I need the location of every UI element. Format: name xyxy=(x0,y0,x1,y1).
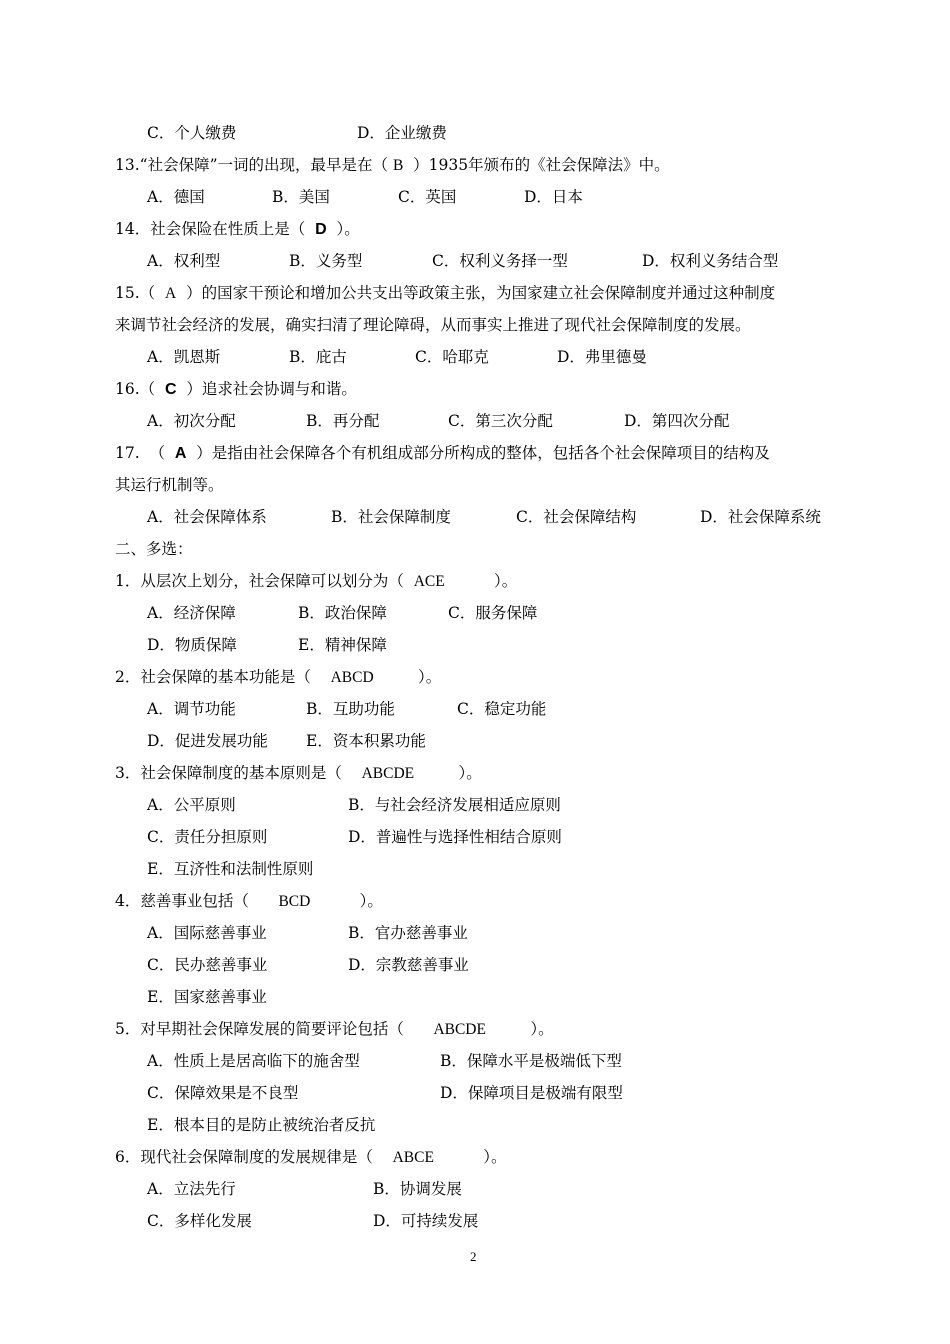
q14-option-b: B．义务型 xyxy=(289,252,363,270)
q16-option-b: B．再分配 xyxy=(306,412,380,430)
m5-option-b: B．保障水平是极端低下型 xyxy=(440,1052,622,1070)
q13-option-c: C．英国 xyxy=(398,188,457,206)
m5-option-e: E．根本目的是防止被统治者反抗 xyxy=(147,1116,376,1134)
m4-option-d: D．宗教慈善事业 xyxy=(348,956,469,974)
q13-option-d: D．日本 xyxy=(524,188,583,206)
answer: C xyxy=(165,381,177,398)
multi-question-3: 3．社会保障制度的基本原则是（ ABCDE ）。 xyxy=(115,764,482,782)
q13-option-b: B．美国 xyxy=(272,188,330,206)
m5-option-a: A．性质上是居高临下的施舍型 xyxy=(147,1052,360,1070)
m6-option-d: D．可持续发展 xyxy=(373,1212,479,1230)
q17-option-d: D．社会保障系统 xyxy=(700,508,821,526)
m2-option-b: B．互助功能 xyxy=(306,700,395,718)
m3-option-b: B．与社会经济发展相适应原则 xyxy=(348,796,561,814)
m1-option-e: E．精神保障 xyxy=(298,636,387,654)
m5-option-c: C．保障效果是不良型 xyxy=(147,1084,299,1102)
m1-option-d: D．物质保障 xyxy=(147,636,237,654)
answer: ABCD xyxy=(330,669,374,686)
m6-option-a: A．立法先行 xyxy=(147,1180,236,1198)
multi-question-6: 6．现代社会保障制度的发展规律是（ ABCE ）。 xyxy=(115,1148,507,1166)
answer: BCD xyxy=(278,893,311,910)
multi-question-2: 2．社会保障的基本功能是（ ABCD ）。 xyxy=(115,668,442,686)
multi-question-1: 1．从层次上划分，社会保障可以划分为（ ACE ）。 xyxy=(115,572,518,590)
answer: B xyxy=(392,157,404,174)
m3-option-c: C．责任分担原则 xyxy=(147,828,268,846)
m2-option-c: C．稳定功能 xyxy=(457,700,547,718)
answer: ABCDE xyxy=(361,765,415,782)
answer: A xyxy=(165,285,177,302)
answer: A xyxy=(174,445,187,462)
m5-option-d: D．保障项目是极端有限型 xyxy=(440,1084,623,1102)
answer: ACE xyxy=(413,573,445,590)
q12-option-d: D．企业缴费 xyxy=(357,124,447,142)
question-16: 16.（ C ）追求社会协调与和谐。 xyxy=(115,380,357,398)
q17-option-c: C．社会保障结构 xyxy=(516,508,637,526)
q17-option-b: B．社会保障制度 xyxy=(331,508,451,526)
m2-option-e: E．资本积累功能 xyxy=(306,732,426,750)
section-heading-multiple-choice: 二、多选： xyxy=(115,540,193,558)
q12-option-c: C．个人缴费 xyxy=(147,124,237,142)
multi-question-4: 4．慈善事业包括（ BCD ）。 xyxy=(115,892,383,910)
m1-option-a: A．经济保障 xyxy=(147,604,236,622)
q16-option-a: A．初次分配 xyxy=(147,412,236,430)
multi-question-5: 5．对早期社会保障发展的简要评论包括（ ABCDE ）。 xyxy=(115,1020,554,1038)
m3-option-a: A．公平原则 xyxy=(147,796,236,814)
q13-option-a: A．德国 xyxy=(147,188,205,206)
question-15: 15.（ A ）的国家干预论和增加公共支出等政策主张，为国家建立社会保障制度并通过这种制度 xyxy=(115,284,776,302)
page-number: 2 xyxy=(470,1249,477,1264)
q17-option-a: A．社会保障体系 xyxy=(147,508,267,526)
question-17-line-2: 其运行机制等。 xyxy=(115,476,224,494)
question-17: 17. （ A ）是指由社会保障各个有机组成部分所构成的整体，包括各个社会保障项目的结构及 xyxy=(115,444,770,462)
question-15-line-2: 来调节社会经济的发展，确实扫清了理论障碍，从而事实上推进了现代社会保障制度的发展。 xyxy=(115,316,751,334)
m4-option-c: C．民办慈善事业 xyxy=(147,956,268,974)
m6-option-c: C．多样化发展 xyxy=(147,1212,252,1230)
q15-option-b: B．庇古 xyxy=(289,348,347,366)
q15-option-a: A．凯恩斯 xyxy=(147,348,221,366)
question-14: 14．社会保险在性质上是（ D ）。 xyxy=(115,220,360,238)
m4-option-e: E．国家慈善事业 xyxy=(147,988,267,1006)
m6-option-b: B．协调发展 xyxy=(373,1180,462,1198)
question-13: 13.“社会保障”一词的出现，最早是在（ B ）1935年颁布的《社会保障法》中。 xyxy=(115,156,670,174)
q15-option-c: C．哈耶克 xyxy=(415,348,489,366)
q16-option-c: C．第三次分配 xyxy=(448,412,553,430)
m4-option-a: A．国际慈善事业 xyxy=(147,924,267,942)
q16-option-d: D．第四次分配 xyxy=(624,412,730,430)
m1-option-b: B．政治保障 xyxy=(298,604,387,622)
m3-option-d: D．普遍性与选择性相结合原则 xyxy=(348,828,562,846)
m1-option-c: C．服务保障 xyxy=(448,604,538,622)
q15-option-d: D．弗里德曼 xyxy=(557,348,647,366)
q14-option-a: A．权利型 xyxy=(147,252,221,270)
m4-option-b: B．官办慈善事业 xyxy=(348,924,468,942)
q14-option-c: C．权利义务择一型 xyxy=(432,252,568,270)
m2-option-d: D．促进发展功能 xyxy=(147,732,268,750)
q14-option-d: D．权利义务结合型 xyxy=(642,252,779,270)
answer: ABCDE xyxy=(433,1021,486,1038)
answer: ABCE xyxy=(392,1149,434,1166)
m2-option-a: A．调节功能 xyxy=(147,700,236,718)
m3-option-e: E．互济性和法制性原则 xyxy=(147,860,314,878)
answer: D xyxy=(315,221,327,238)
